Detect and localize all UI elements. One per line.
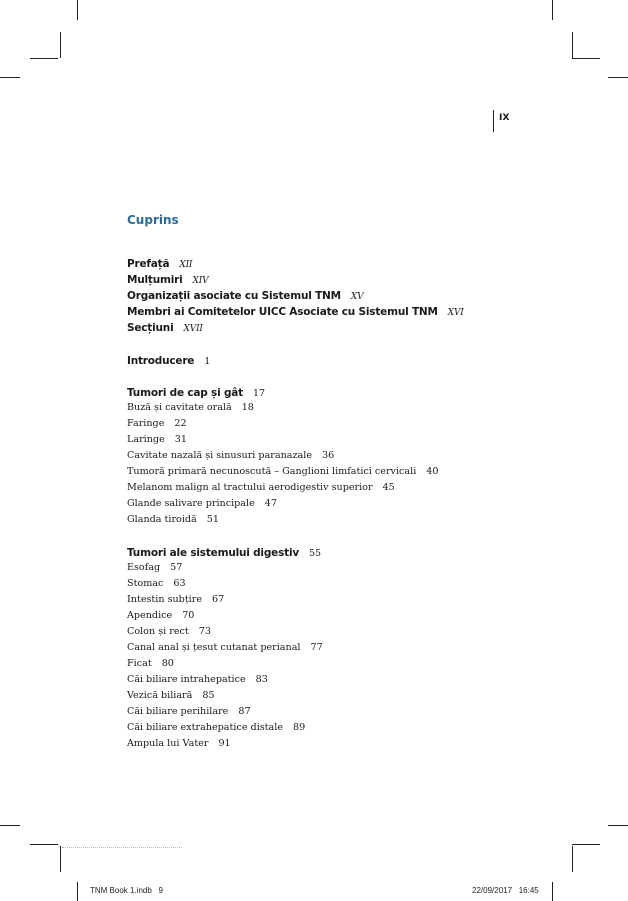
toc-front-title: Mulțumiri — [127, 274, 183, 286]
toc-section-page: 1 — [204, 356, 211, 367]
crop-mark — [552, 0, 553, 20]
toc-entry[interactable] — [127, 400, 254, 416]
crop-mark — [0, 77, 20, 78]
crop-mark — [30, 58, 58, 59]
toc-entry-page: 47 — [264, 498, 277, 509]
toc-entry-title: Cavitate nazală și sinusuri paranazale — [127, 450, 312, 461]
toc-entry-page: 83 — [255, 674, 268, 685]
toc-entry-page: 63 — [173, 578, 186, 589]
toc-entry-title: Căi biliare intrahepatice — [127, 674, 246, 685]
toc-entry-page: 89 — [293, 722, 306, 733]
toc-front-title: Membri ai Comitetelor UICC Asociate cu Sistemul TNM — [127, 306, 438, 318]
toc-entry-page: 77 — [310, 642, 323, 653]
toc-entry-title: Glanda tiroidă — [127, 514, 197, 525]
toc-entry-title: Glande salivare principale — [127, 498, 255, 509]
toc-entry-title: Canal anal și țesut cutanat perianal — [127, 642, 301, 653]
toc-entry-title: Ficat — [127, 658, 152, 669]
toc-entry[interactable] — [127, 560, 182, 576]
slug-filename: TNM Book 1.indb 9 — [90, 886, 163, 895]
crop-mark — [572, 844, 600, 845]
page-number-rule — [493, 110, 494, 132]
crop-mark — [608, 77, 628, 78]
crop-mark — [60, 846, 61, 872]
toc-entry[interactable] — [127, 624, 211, 640]
toc-entry[interactable] — [127, 464, 439, 480]
toc-entry[interactable] — [127, 736, 231, 752]
crop-mark — [30, 844, 58, 845]
toc-introduction[interactable] — [127, 351, 210, 370]
toc-entry-title: Faringe — [127, 418, 165, 429]
toc-entry-page: 57 — [170, 562, 183, 573]
toc-front-page: XIV — [192, 276, 209, 286]
crop-mark — [60, 32, 61, 58]
toc-entry[interactable] — [127, 448, 334, 464]
toc-entry-page: 36 — [322, 450, 335, 461]
crop-mark — [77, 882, 78, 901]
toc-entry-title: Vezică biliară — [127, 690, 193, 701]
toc-entry-page: 67 — [212, 594, 225, 605]
toc-entry-title: Ampula lui Vater — [127, 738, 209, 749]
toc-entry-title: Tumoră primară necunoscută – Ganglioni limfatici cervicali — [127, 466, 417, 477]
toc-entry[interactable] — [127, 720, 305, 736]
toc-entry-page: 70 — [182, 610, 195, 621]
toc-entry[interactable] — [127, 704, 251, 720]
toc-entry-page: 80 — [161, 658, 174, 669]
toc-entry[interactable] — [127, 512, 219, 528]
page-number: IX — [499, 113, 510, 123]
toc-entry[interactable] — [127, 656, 174, 672]
toc-front-title: Prefață — [127, 258, 170, 270]
toc-entry-page: 91 — [218, 738, 231, 749]
toc-entry-title: Căi biliare perihilare — [127, 706, 229, 717]
toc-entry[interactable] — [127, 416, 187, 432]
crop-mark — [0, 825, 20, 826]
slug-datetime: 22/09/2017 16:45 — [472, 886, 539, 895]
toc-front-title: Organizații asociate cu Sistemul TNM — [127, 290, 341, 302]
toc-entry[interactable] — [127, 608, 194, 624]
crop-mark — [77, 0, 78, 20]
toc-front-item[interactable] — [127, 320, 203, 337]
toc-entry-page: 85 — [202, 690, 215, 701]
crop-mark — [552, 882, 553, 901]
toc-entry[interactable] — [127, 640, 323, 656]
toc-entry-page: 51 — [206, 514, 219, 525]
toc-entry-page: 22 — [174, 418, 187, 429]
crop-mark — [572, 58, 600, 59]
toc-front-page: XVI — [447, 308, 464, 318]
toc-entry-page: 45 — [382, 482, 395, 493]
toc-entry-title: Apendice — [127, 610, 173, 621]
toc-entry-page: 31 — [174, 434, 187, 445]
toc-section-title: Introducere — [127, 355, 195, 367]
toc-front-item[interactable] — [127, 304, 464, 321]
toc-entry[interactable] — [127, 672, 268, 688]
toc-entry-title: Colon și rect — [127, 626, 189, 637]
contents-title: Cuprins — [127, 213, 179, 227]
registration-dots — [62, 847, 182, 849]
toc-entry[interactable] — [127, 496, 277, 512]
toc-entry-title: Stomac — [127, 578, 164, 589]
toc-entry-title: Laringe — [127, 434, 165, 445]
toc-front-item[interactable] — [127, 272, 208, 289]
toc-entry[interactable] — [127, 432, 187, 448]
toc-entry[interactable] — [127, 480, 395, 496]
toc-entry[interactable] — [127, 688, 215, 704]
toc-entry-page: 18 — [241, 402, 254, 413]
toc-entry[interactable] — [127, 576, 186, 592]
crop-mark — [572, 32, 573, 58]
toc-front-title: Secțiuni — [127, 322, 174, 334]
toc-front-item[interactable] — [127, 256, 192, 273]
toc-section-page: 55 — [308, 548, 322, 559]
toc-section-title: Tumori de cap și gât — [127, 387, 243, 399]
toc-section-page: 17 — [252, 388, 266, 399]
toc-entry-page: 73 — [198, 626, 211, 637]
toc-front-page: XII — [179, 260, 193, 270]
toc-entry-title: Esofag — [127, 562, 161, 573]
toc-entry-page: 40 — [426, 466, 439, 477]
toc-entry-title: Căi biliare extrahepatice distale — [127, 722, 284, 733]
toc-front-page: XVII — [183, 324, 203, 334]
toc-entry-title: Melanom malign al tractului aerodigestiv superior — [127, 482, 373, 493]
toc-front-page: XV — [350, 292, 364, 302]
toc-entry-page: 87 — [238, 706, 251, 717]
crop-mark — [572, 846, 573, 872]
toc-section-title: Tumori ale sistemului digestiv — [127, 547, 299, 559]
toc-entry[interactable] — [127, 592, 224, 608]
toc-entry-title: Buză și cavitate orală — [127, 402, 232, 413]
toc-front-item[interactable] — [127, 288, 363, 305]
toc-entry-title: Intestin subțire — [127, 594, 203, 605]
crop-mark — [608, 825, 628, 826]
